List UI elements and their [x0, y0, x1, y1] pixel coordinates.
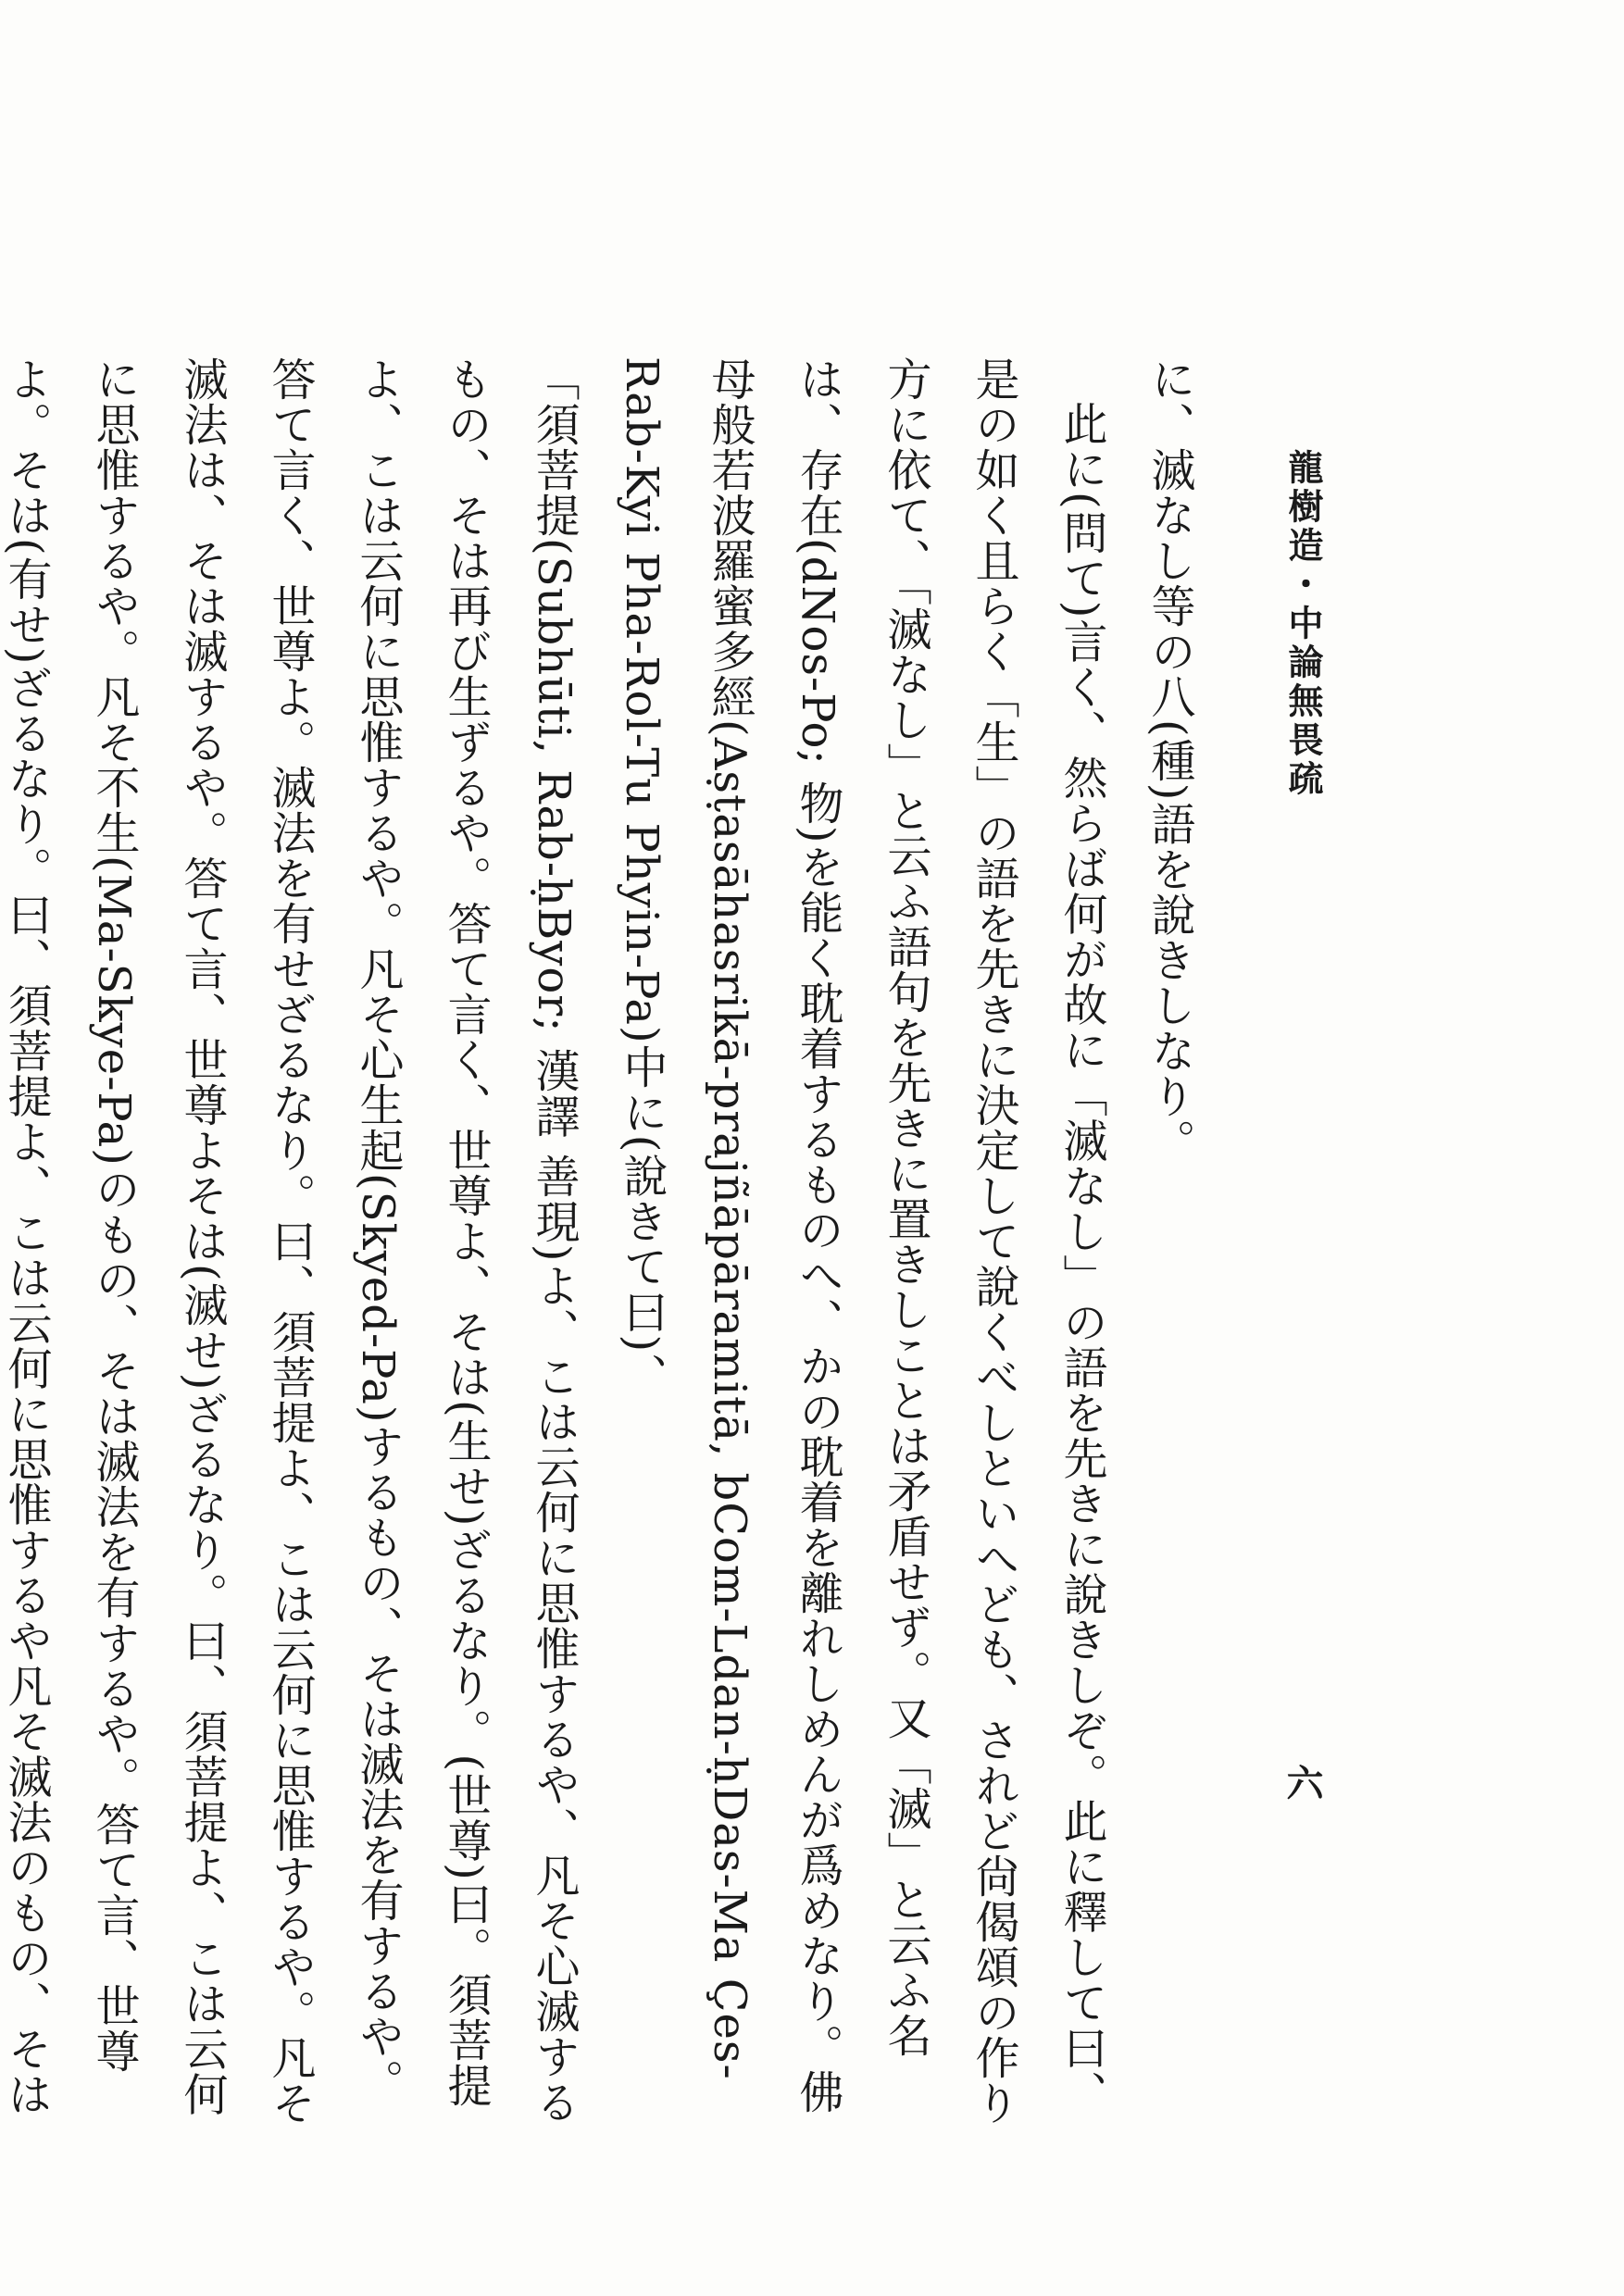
page-number: 六 — [1280, 1764, 1324, 1801]
running-head: 龍樹造・中論無畏疏 — [1282, 449, 1324, 799]
paragraph: 此に(問て)言く、然らば何が故に「滅なし」の語を先きに說きしぞ。此に釋して曰、是の如く且らく「生」の語を先きに決定して說くべしといへども、されど尙偈頌の作り方に依て、「滅なし」と云ふ語句を先きに置きしことは矛盾せず。又「滅」と云ふ名は、存在(dNos-Po; 物)を能く耽着するものへ、かの耽着を離れしめんが爲めなり。佛母般若波羅蜜多經(Aṣṭasāhasrikā-prajñāpāramitā, bCom-Ldan-ḥDas-Ma Çes-Rab-Kyi Pha-Rol-Tu Phyin-Pa)中に(說きて曰)、 — [616, 356, 1107, 2126]
paragraph: に、滅なし等の八(種)語を說きしなり。 — [1143, 356, 1195, 1165]
body-text — [0, 356, 1213, 2143]
paragraph: 「須菩提(Subhūti, Rab-ḥByor; 漢譯 善現)よ、こは云何に思惟するや、凡そ心滅するもの、そは再び生ずるや。答て言く、世尊よ、そは(生せ)ざるなり。(世尊)曰。須菩提よ、こは云何に思惟するや。凡そ心生起(Skyed-Pa)するもの、そは滅法を有するや。答て言く、世尊よ。滅法を有せざるなり。曰、須菩提よ、こは云何に思惟するや。凡そ滅法は、そは滅するや。答て言、世尊よそは(滅せ)ざるなり。曰、須菩提よ、こは云何に思惟するや。凡そ不生(Ma-Skye-Pa)のもの、そは滅法を有するや。答て言、世尊よ。そは(有せ)ざるなり。曰、須菩提よ、こは云何に思惟するや凡そ滅法のもの、そは — [0, 356, 580, 2126]
